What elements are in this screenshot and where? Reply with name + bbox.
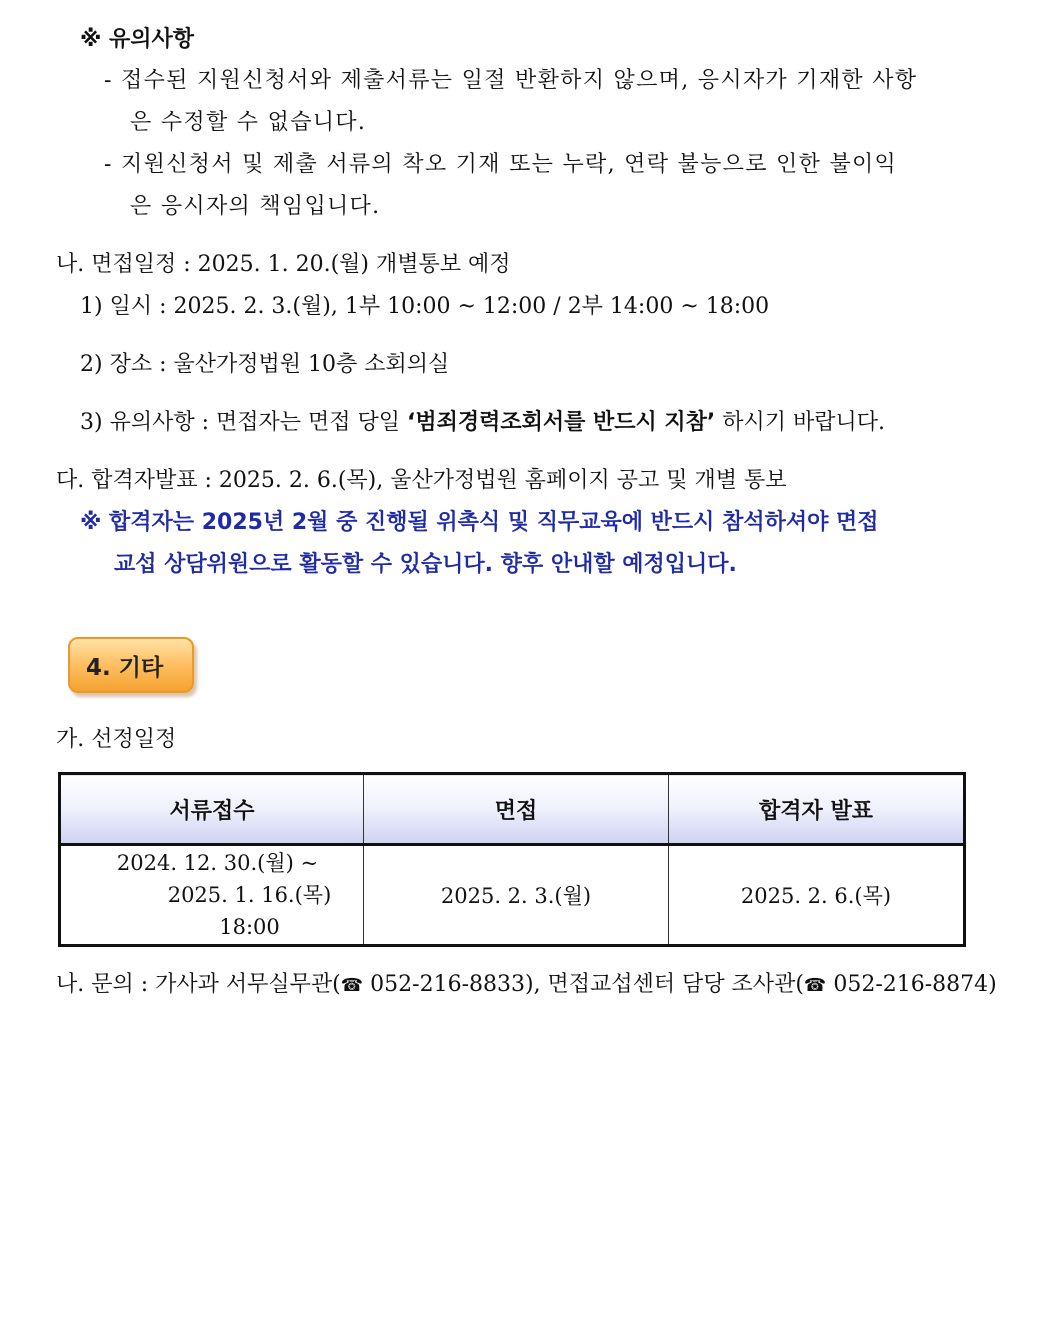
interview-caution (80, 408, 885, 438)
notes-heading: ※ 유의사항 (80, 27, 195, 52)
interview-datetime: 1) 일시 : 2025. 2. 3.(월), 1부 10:00 ~ 12:00 / 2부 14:00 ~ 18:00 (80, 294, 770, 319)
notes-item-1-line-2: 은 수정할 수 없습니다. (130, 110, 367, 135)
interview-place: 2) 장소 : 울산가정법원 10층 소회의실 (80, 352, 450, 377)
cell-receipt (60, 845, 364, 946)
caution-suffix: 하시기 바랍니다. (722, 410, 886, 435)
section-4-badge (68, 637, 194, 693)
caution-bold: ‘범죄경력조회서를 반드시 지참’ (406, 410, 716, 435)
contact-prefix: 나. 문의 : 가사과 서무실무관( (56, 972, 341, 997)
schedule-table (58, 772, 966, 947)
contact-line (56, 970, 997, 1001)
header-receipt: 서류접수 (60, 774, 364, 845)
cell-announce-date: 2025. 2. 6.(목) (669, 845, 965, 946)
notes-item-2-line-1: - 지원신청서 및 제출 서류의 착오 기재 또는 누락, 연락 불능으로 인한 불이익 (104, 152, 898, 177)
header-interview: 면접 (364, 774, 669, 845)
schedule-title: 가. 선정일정 (56, 727, 177, 752)
notes-item-1-line-1: - 접수된 지원신청서와 제출서류는 일절 반환하지 않으며, 응시자가 기재한 사항 (104, 68, 918, 93)
announcement-notice-line-2: 교섭 상담위원으로 활동할 수 있습니다. 향후 안내할 예정입니다. (114, 552, 737, 577)
announcement-title: 다. 합격자발표 : 2025. 2. 6.(목), 울산가정법원 홈페이지 공고 및 개별 통보 (56, 468, 787, 493)
telephone-icon: ☎ (803, 975, 827, 996)
telephone-icon: ☎ (340, 975, 364, 996)
table-header-row (60, 774, 965, 845)
section-4-badge-label: 4. 기타 (86, 655, 164, 681)
interview-title: 나. 면접일정 : 2025. 1. 20.(월) 개별통보 예정 (56, 252, 511, 277)
contact-phone-2: 052-216-8874) (826, 972, 997, 997)
receipt-line-2: 2025. 1. 16.(목) 18:00 (167, 883, 332, 939)
receipt-line-1: 2024. 12. 30.(월) ~ (116, 851, 319, 875)
cell-interview-date: 2025. 2. 3.(월) (364, 845, 669, 946)
table-row (60, 845, 965, 946)
caution-prefix: 3) 유의사항 : 면접자는 면접 당일 (80, 410, 400, 435)
header-announce: 합격자 발표 (669, 774, 965, 845)
announcement-notice-line-1: ※ 합격자는 2025년 2월 중 진행될 위촉식 및 직무교육에 반드시 참석하셔야 면접 (80, 510, 879, 535)
notes-item-2-line-2: 은 응시자의 책임입니다. (130, 194, 381, 219)
contact-phone-1: 052-216-8833), 면접교섭센터 담당 조사관( (363, 972, 804, 997)
